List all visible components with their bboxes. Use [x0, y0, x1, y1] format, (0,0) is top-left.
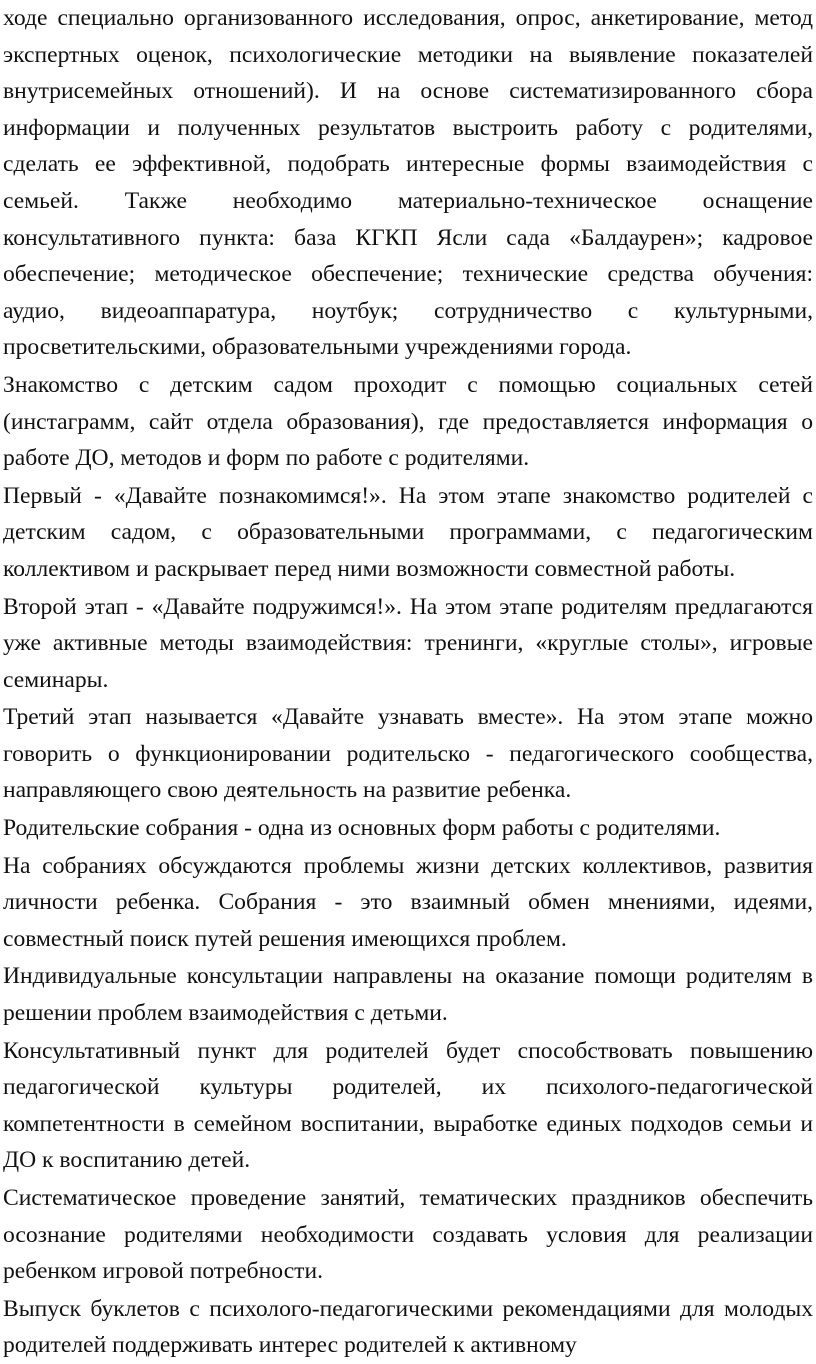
paragraph-research-methods: ходе специально организованного исследования, опрос, анкетирование, метод экспертных оценок, психологические методики на выявление показателей внутрисемейных отношений). И на основе систематизированного сбора информации и полученных результатов выстроить работу с родителями, сделать ее эффективной, подобрать интересные формы взаимодействия с семьей. Также необходимо материально-техническое оснащение консультативного пункта: база КГКП Ясли сада «Балдаурен»; кадровое обеспечение; методическое обеспечение; технические средства обучения: аудио, видеоаппаратура, ноутбук; сотрудничество с культурными, просветительскими, образовательными учреждениями города. [3, 5, 813, 361]
paragraph-social-networks: Знакомство с детским садом проходит с помощью социальных сетей (инстаграмм, сайт отдела образования), где предоставляется информация о работе ДО, методов и форм по работе с родителями. [3, 371, 813, 472]
paragraph-individual-consultations: Индивидуальные консультации направлены на оказание помощи родителям в решении проблем взаимодействия с детьми. [3, 963, 813, 1027]
paragraph-stage-two: Второй этап - «Давайте подружимся!». На этом этапе родителям предлагаются уже активные методы взаимодействия: тренинги, «круглые столы», игровые семинары. [3, 593, 813, 693]
paragraph-booklets: Выпуск буклетов с психолого-педагогическими рекомендациями для молодых родителей поддерживать интерес родителей к активному [3, 1295, 813, 1359]
paragraph-parent-meetings: Родительские собрания - одна из основных форм работы с родителями. [3, 815, 721, 842]
paragraph-stage-one: Первый - «Давайте познакомимся!». На этом этапе знакомство родителей с детским садом, с образовательными программами, с педагогическим коллективом и раскрывает перед ними возможности совместной работы. [3, 482, 813, 582]
paragraph-systematic-classes: Систематическое проведение занятий, тематических праздников обеспечить осознание родителями необходимости создавать условия для реализации ребенком игровой потребности. [3, 1185, 813, 1285]
paragraph-consultation-point: Консультативный пункт для родителей будет способствовать повышению педагогической культуры родителей, их психолого-педагогической компетентности в семейном воспитании, выработке единых подходов семьи и ДО к воспитанию детей. [3, 1037, 813, 1174]
paragraph-stage-three: Третий этап называется «Давайте узнавать вместе». На этом этапе можно говорить о функционировании родительско - педагогического сообщества, направляющего свою деятельность на развитие ребенка. [3, 704, 813, 804]
paragraph-meeting-topics: На собраниях обсуждаются проблемы жизни детских коллективов, развития личности ребенка. Собрания - это взаимный обмен мнениями, идеями, совместный поиск путей решения имеющихся проблем. [3, 852, 813, 952]
